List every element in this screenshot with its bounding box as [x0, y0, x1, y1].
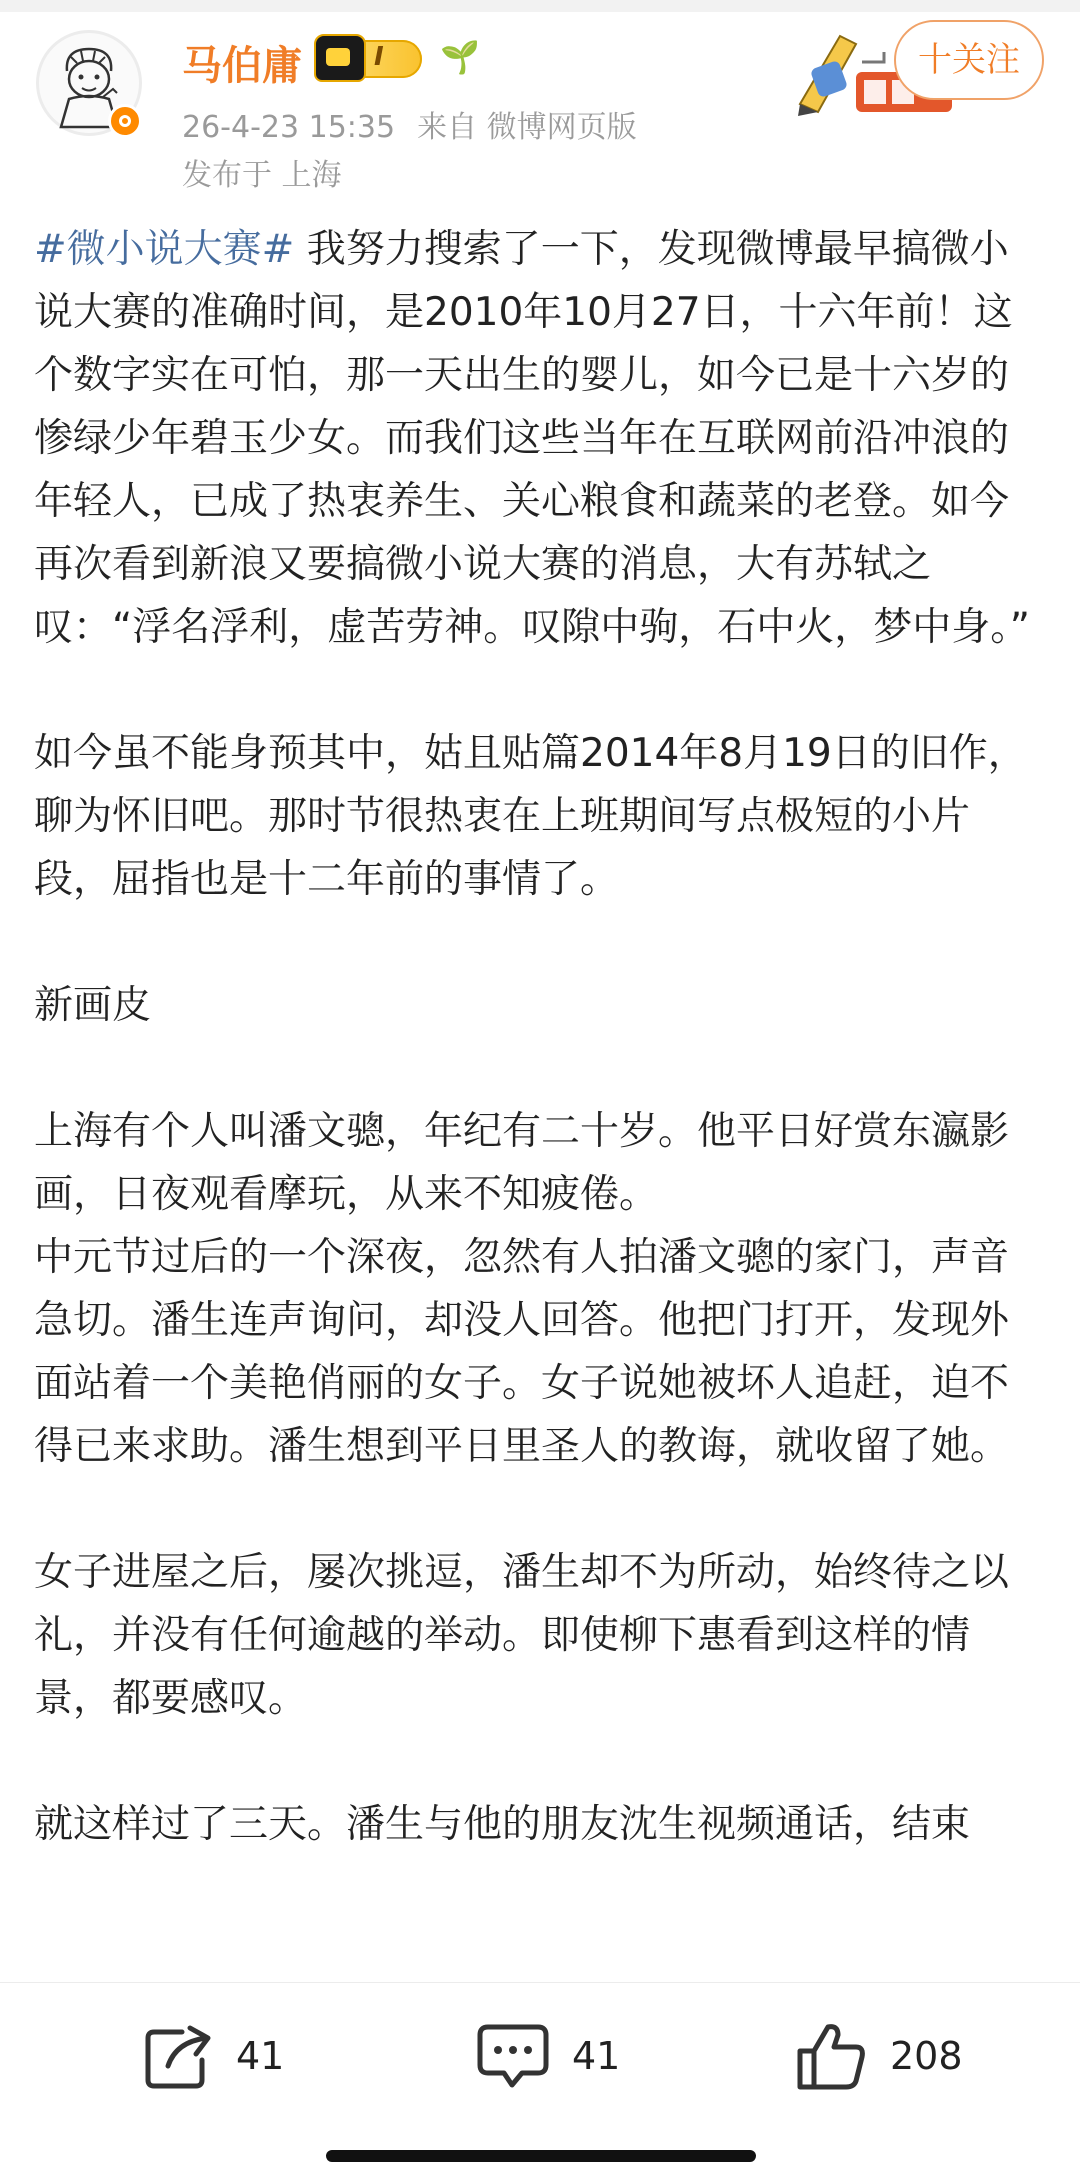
- paragraph-7: 就这样过了三天。潘生与他的朋友沈生视频通话，结束: [34, 1802, 971, 1847]
- share-icon: [142, 2022, 214, 2090]
- comment-count: 41: [572, 2034, 621, 2078]
- top-divider: [0, 0, 1080, 12]
- vip-level: I: [374, 42, 384, 72]
- author-name[interactable]: 马伯庸: [182, 43, 302, 89]
- post-location: 发布于 上海: [182, 158, 342, 193]
- comment-icon: [476, 2021, 550, 2091]
- sprout-icon[interactable]: 🌱: [440, 38, 480, 76]
- like-icon: [796, 2021, 868, 2091]
- like-count: 208: [890, 2034, 963, 2078]
- paragraph-6: 女子进屋之后，屡次挑逗，潘生却不为所动，始终待之以礼，并没有任何逾越的举动。即使柳下惠看到这样的情景，都要感叹。: [34, 1550, 1010, 1721]
- post-meta: [182, 102, 659, 146]
- paragraph-5: 中元节过后的一个深夜，忽然有人拍潘文骢的家门，声音急切。潘生连声询问，却没人回答。他把门打开，发现外面站着一个美艳俏丽的女子。女子说她被坏人追赶，迫不得已来求助。潘生想到平日里圣人的教诲，就收留了她。: [34, 1235, 1010, 1469]
- story-title: 新画皮: [34, 983, 152, 1028]
- paragraph-gap: [34, 1478, 1046, 1541]
- paragraph-gap: [34, 659, 1046, 722]
- paragraph-gap: [34, 1730, 1046, 1793]
- follow-button[interactable]: 十关注: [894, 20, 1044, 100]
- paragraph-2: 如今虽不能身预其中，姑且贴篇2014年8月19日的旧作，聊为怀旧吧。那时节很热衷在上班期间写点极短的小片段，屈指也是十二年前的事情了。: [34, 731, 1027, 902]
- verified-icon: [108, 104, 142, 138]
- share-button[interactable]: [142, 2021, 284, 2091]
- like-button[interactable]: [796, 2021, 963, 2091]
- paragraph-1-text: 我努力搜索了一下，发现微博最早搞微小说大赛的准确时间，是2010年10月27日，十六年前！这个数字实在可怕，那一天出生的婴儿，如今已是十六岁的惨绿少年碧玉少女。而我们这些当年在互联网前沿冲浪的年轻人，已成了热衷养生、关心粮食和蔬菜的老登。如今再次看到新浪又要搞微小说大赛的消息，大有苏轼之叹：“浮名浮利，虚苦劳神。叹隙中驹，石中火，梦中身。”: [34, 227, 1030, 650]
- paragraph-4: 上海有个人叫潘文骢，年纪有二十岁。他平日好赏东瀛影画，日夜观看摩玩，从来不知疲倦。: [34, 1109, 1010, 1217]
- home-indicator[interactable]: [326, 2150, 756, 2162]
- post-time: 26-4-23 15:35: [182, 110, 396, 145]
- post-source: 来自 微博网页版: [417, 110, 637, 145]
- paragraph-1: [34, 218, 1046, 659]
- hashtag-link[interactable]: #微小说大赛#: [34, 227, 295, 272]
- paragraph-gap: [34, 911, 1046, 974]
- post-body: [34, 218, 1046, 1856]
- crown-icon: [314, 34, 366, 82]
- vip-badge[interactable]: [318, 40, 422, 78]
- paragraph-gap: [34, 1037, 1046, 1100]
- comment-button[interactable]: [476, 2021, 620, 2091]
- share-count: 41: [236, 2034, 285, 2078]
